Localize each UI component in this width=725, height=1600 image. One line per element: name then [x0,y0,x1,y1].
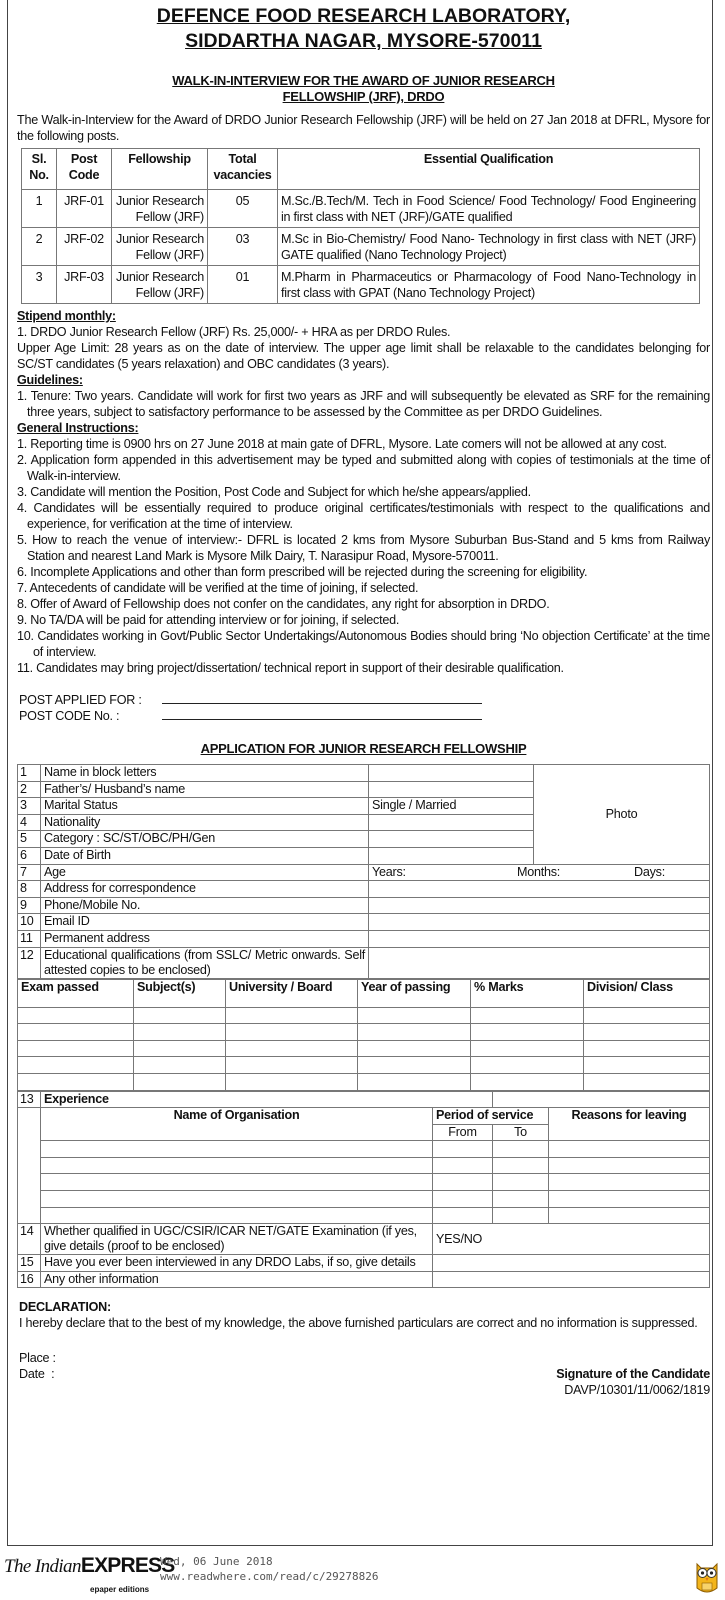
stipend-section [17,308,710,372]
field-label: Whether qualified in UGC/CSIR/ICAR NET/GATE Examination (if yes, give details (proof to be enclosed) [41,1224,433,1255]
experience-header-row [18,1108,710,1125]
field-value[interactable] [369,847,534,864]
row-number: 14 [18,1224,41,1255]
table-row [22,190,700,228]
form-row [18,765,710,782]
education-row[interactable] [18,1040,710,1057]
cell: JRF-03 [57,266,112,304]
net-gate-value[interactable]: YES/NO [433,1224,710,1255]
experience-row[interactable] [18,1191,710,1208]
epaper-editions-label: epaper editions [90,1585,150,1594]
field-label: Phone/Mobile No. [41,897,369,914]
date-signature-row [19,1366,710,1382]
post-fields [19,692,710,724]
row-number: 3 [18,798,41,815]
experience-row[interactable] [18,1174,710,1191]
field-value[interactable] [369,814,534,831]
edition-date: Wed, 06 June 2018 [160,1555,273,1568]
education-row[interactable] [18,1073,710,1090]
field-value[interactable] [369,781,534,798]
cell: 03 [208,228,278,266]
col-header: Total vacancies [208,149,278,190]
list-item: 11. Candidates may bring project/dissertation/ technical report in support of their desirable qualification. [17,661,564,675]
intro-text: The Walk-in-Interview for the Award of DRDO Junior Research Fellowship (JRF) will be held on 27 Jan 2018 at DFRL, Mysore for the following posts. [17,113,710,143]
field-value[interactable] [369,831,534,848]
date-label: Date : [19,1367,55,1382]
field-value[interactable] [369,765,534,782]
list-item: 5. How to reach the venue of interview:- DFRL is located 2 kms from Mysore Suburban Bus-Stand and 5 kms from Railway Station and nearest Land Mark is Mysore Milk Dairy, T. Narasipur Road, Mysore-570011. [17,533,710,563]
field-label: Nationality [41,814,369,831]
row-number: 13 [18,1091,41,1108]
field-label: Date of Birth [41,847,369,864]
cell: Junior Research Fellow (JRF) [112,228,208,266]
cell: M.Pharm in Pharmaceutics or Pharmacology of Food Nano-Technology in first class with GPAT (Nano Technology Project) [278,266,700,304]
field-label: Any other information [41,1271,433,1288]
field-value[interactable] [369,897,710,914]
experience-title-row [18,1091,710,1108]
owl-mascot-icon [693,1558,721,1596]
col-header: Fellowship [112,149,208,190]
title-line2: SIDDARTHA NAGAR, MYSORE-570011 [185,30,542,52]
guidelines-section [17,372,710,420]
row-number: 11 [18,930,41,947]
col-header: Period of service [433,1108,549,1125]
col-header: Division/ Class [584,979,710,1007]
list-item: 10. Candidates working in Govt/Public Sector Undertakings/Autonomous Bodies should bring ‘No objection Certificate’ at the time of interview. [17,629,710,659]
field-label: Email ID [41,914,369,931]
cell: M.Sc in Bio-Chemistry/ Food Nano- Technology in first class with NET (JRF) GATE qualified (Nano Technology Project) [278,228,700,266]
declaration-section [19,1299,710,1398]
cell: JRF-01 [57,190,112,228]
post-code-label: POST CODE No. : [19,709,120,723]
age-limit-text: Upper Age Limit: 28 years as on the date of interview. The upper age limit shall be relaxable to the candidates belonging for SC/ST candidates (5 years relaxation) and OBC candidates (3 years). [17,341,710,371]
field-label: Category : SC/ST/OBC/PH/Gen [41,831,369,848]
edition-url[interactable]: www.readwhere.com/read/c/29278826 [160,1570,379,1583]
education-row[interactable] [18,1057,710,1074]
list-item: 8. Offer of Award of Fellowship does not confer on the candidates, any right for absorption in DRDO. [17,597,550,611]
table-row [22,266,700,304]
row-number: 12 [18,947,41,978]
row-number: 5 [18,831,41,848]
field-label: Educational qualifications (from SSLC/ Metric onwards. Self attested copies to be enclosed) [41,947,369,978]
epaper-footer [0,1548,725,1600]
form-row [18,1255,710,1272]
form-row [18,914,710,931]
row-number: 10 [18,914,41,931]
title-line1: DEFENCE FOOD RESEARCH LABORATORY, [156,5,571,27]
post-applied-label: POST APPLIED FOR : [19,693,142,707]
list-item: 7. Antecedents of candidate will be verified at the time of joining, if selected. [17,581,419,595]
list-item: 4. Candidates will be essentially required to produce original certificates/testimonials with respect to the qualifications and experience, for verification at the time of interview. [17,501,710,531]
experience-row[interactable] [18,1157,710,1174]
row-number: 15 [18,1255,41,1272]
col-header: % Marks [471,979,584,1007]
form-row [18,930,710,947]
list-item: 6. Incomplete Applications and other than form prescribed will be rejected during the screening for eligibility. [17,565,588,579]
form-row [18,1224,710,1255]
field-value[interactable] [369,947,710,978]
cell: M.Sc./B.Tech/M. Tech in Food Science/ Food Technology/ Food Engineering in first class with NET (JRF)/GATE qualified [278,190,700,228]
field-label: Father’s/ Husband’s name [41,781,369,798]
list-item: 9. No TA/DA will be paid for attending interview or for joining, if selected. [17,613,400,627]
form-row [18,947,710,978]
stipend-heading: Stipend monthly: [17,309,116,323]
months-label: Months: [517,864,561,879]
experience-label: Experience [41,1091,493,1108]
list-item: 3. Candidate will mention the Position, Post Code and Subject for which he/she appears/applied. [17,485,531,499]
row-number: 1 [18,765,41,782]
cell: Junior Research Fellow (JRF) [112,190,208,228]
table-row [22,228,700,266]
form-row [18,881,710,898]
instructions-section [17,420,710,676]
col-header: University / Board [226,979,358,1007]
col-header-to: To [493,1124,549,1141]
marital-status-value[interactable]: Single / Married [369,798,534,815]
form-row [18,1271,710,1288]
cell: JRF-02 [57,228,112,266]
form-row [18,897,710,914]
application-form-table [17,764,710,979]
field-value[interactable] [433,1271,710,1288]
row-number: 16 [18,1271,41,1288]
row-number: 7 [18,864,41,881]
instructions-heading: General Instructions: [17,421,139,435]
field-label: Permanent address [41,930,369,947]
cell: 1 [22,190,57,228]
col-header-from: From [433,1124,493,1141]
field-label: Age [41,864,369,881]
field-value[interactable] [433,1255,710,1272]
field-value[interactable] [369,881,710,898]
cell: 05 [208,190,278,228]
indian-express-logo: The IndianEXPRESS [4,1554,175,1577]
list-item: 1. Tenure: Two years. Candidate will work for first two years as JRF and will subsequently be elevated as SRF for the remaining three years, subject to satisfactory performance to be assessed by the Committee as per DRDO Guidelines. [17,389,710,419]
experience-row[interactable] [18,1141,710,1158]
posts-table [21,148,700,304]
cell: 01 [208,266,278,304]
form-row [18,864,710,881]
experience-row[interactable] [18,1207,710,1224]
place-label: Place : [19,1351,56,1366]
col-header: Essential Qualification [278,149,700,190]
col-header: Reasons for leaving [549,1108,710,1141]
education-table [17,979,710,1091]
field-label: Have you ever been interviewed in any DRDO Labs, if so, give details [41,1255,433,1272]
col-header: Post Code [57,149,112,190]
field-value[interactable] [369,914,710,931]
signature-label: Signature of the Candidate [556,1367,710,1382]
declaration-heading: DECLARATION: [19,1300,111,1315]
field-value[interactable] [369,930,710,947]
field-label: Marital Status [41,798,369,815]
education-header-row [18,979,710,1007]
experience-table [17,1091,710,1289]
post-applied-blank[interactable] [162,693,482,704]
row-number: 8 [18,881,41,898]
photo-box: Photo [534,765,710,865]
guidelines-heading: Guidelines: [17,373,83,387]
col-header: Year of passing [358,979,471,1007]
davp-code: DAVP/10301/11/0062/1819 [564,1383,710,1398]
years-label: Years: [372,864,406,879]
stipend-text: 1. DRDO Junior Research Fellow (JRF) Rs. 25,000/- + HRA as per DRDO Rules. [17,325,451,339]
cell: 3 [22,266,57,304]
education-row[interactable] [18,1024,710,1041]
col-header: Sl. No. [22,149,57,190]
field-label: Name in block letters [41,765,369,782]
col-header: Subject(s) [134,979,226,1007]
cell: Junior Research Fellow (JRF) [112,266,208,304]
row-number: 9 [18,897,41,914]
col-header: Name of Organisation [41,1108,433,1141]
post-code-blank[interactable] [162,709,482,720]
age-value[interactable] [369,864,710,881]
list-item: 1. Reporting time is 0900 hrs on 27 June 2018 at main gate of DFRL, Mysore. Late comers will not be allowed at any cost. [17,437,667,451]
form-title: APPLICATION FOR JUNIOR RESEARCH FELLOWSHIP [200,741,527,756]
field-label: Address for correspondence [41,881,369,898]
advertisement [17,0,710,1398]
cell: 2 [22,228,57,266]
row-number: 6 [18,847,41,864]
row-number: 2 [18,781,41,798]
list-item: 2. Application form appended in this advertisement may be typed and submitted along with copies of testimonials at the time of Walk-in-interview. [17,453,710,483]
declaration-text: I hereby declare that to the best of my knowledge, the above furnished particulars are correct and no information is suppressed. [19,1316,698,1331]
row-number: 4 [18,814,41,831]
days-label: Days: [634,864,665,879]
posts-header-row [22,149,700,190]
education-row[interactable] [18,1007,710,1024]
footer-meta [160,1554,379,1584]
subtitle-line1: WALK-IN-INTERVIEW FOR THE AWARD OF JUNIOR RESEARCH [172,73,555,88]
subtitle-line2: FELLOWSHIP (JRF), DRDO [282,89,445,104]
col-header: Exam passed [18,979,134,1007]
